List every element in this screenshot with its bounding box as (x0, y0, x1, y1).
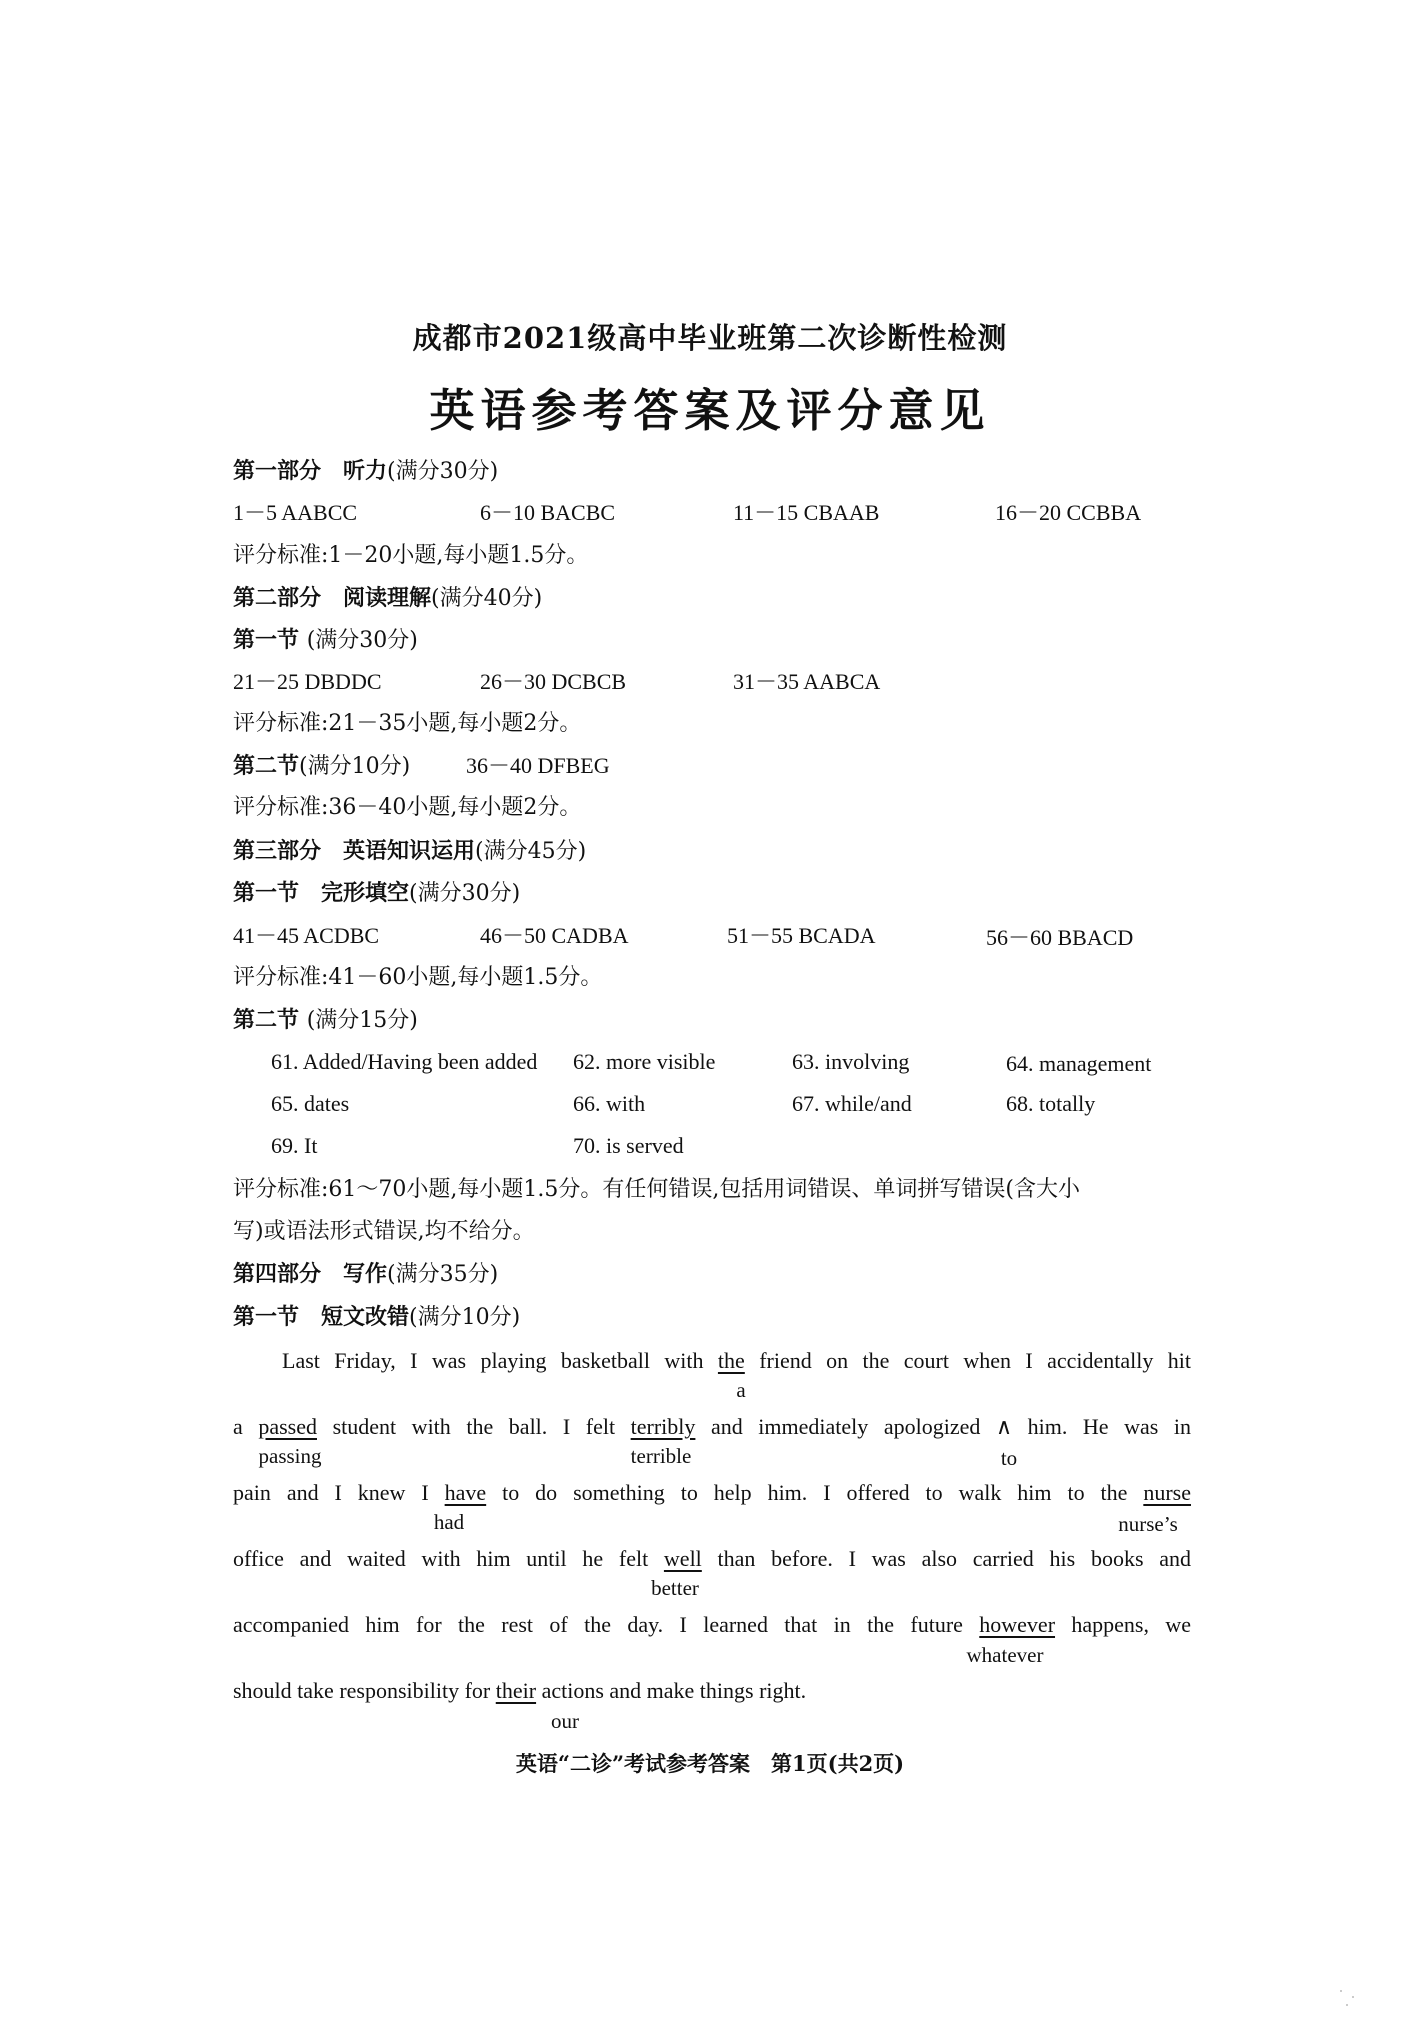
exam-title: 成都市2021级高中毕业班第二次诊断性检测 (412, 321, 1008, 355)
error-word: have (444, 1480, 487, 1505)
essay-line (282, 1350, 1191, 1372)
part3-sec2-score: (满分15分) (306, 1008, 418, 1033)
part2-sec1-criteria: 评分标准:21－35小题,每小题2分。 (233, 711, 582, 736)
answer-item: 65. dates (271, 1091, 350, 1116)
part3-score: (满分45分) (475, 839, 587, 864)
part2-heading (233, 587, 542, 610)
essay-line (233, 1680, 1191, 1702)
essay-text: to do something to help him. I offered to walk him to the (486, 1480, 1144, 1505)
essay-text: a (233, 1414, 259, 1439)
essay-text: him. He was in (1012, 1414, 1192, 1439)
error-word: however (979, 1612, 1056, 1637)
part4-sec1-heading (233, 1306, 520, 1329)
part3-heading (233, 840, 586, 863)
correction-word: our (551, 1709, 579, 1733)
part3-title: 第三部分 英语知识运用 (233, 838, 476, 864)
essay-text: also carried his books and (905, 1546, 1191, 1571)
part2-sec2-heading (233, 755, 410, 778)
essay-line (233, 1614, 1191, 1636)
answer-group: 41－45 ACDBC (233, 923, 380, 948)
part3-sec2-heading (233, 1009, 418, 1032)
answer-item: 61. Added/Having been added (271, 1049, 538, 1074)
scan-speck (1346, 2004, 1348, 2006)
essay-line (233, 1548, 1191, 1570)
part2-sec2-criteria: 评分标准:36－40小题,每小题2分。 (233, 795, 582, 820)
part1-score: (满分30分) (387, 459, 499, 484)
answer-group: 46－50 CADBA (480, 923, 629, 948)
part4-heading (233, 1263, 498, 1286)
part4-sec1-title: 第一节 短文改错 (233, 1304, 410, 1330)
essay-text: student with the ball. I felt (317, 1414, 631, 1439)
error-word: the (717, 1348, 745, 1373)
answer-item: 67. while/and (792, 1091, 912, 1116)
answer-item: 68. totally (1006, 1091, 1096, 1116)
essay-text: office and waited with him until he felt (233, 1546, 664, 1571)
correction-word: better (651, 1576, 699, 1600)
answer-group: 51－55 BCADA (727, 923, 876, 948)
answer-group: 56－60 BBACD (986, 925, 1134, 950)
essay-text: pain and I knew I (233, 1480, 445, 1505)
part2-score: (满分40分) (431, 586, 543, 611)
part4-sec1-score: (满分10分) (409, 1305, 521, 1330)
part2-title: 第二部分 阅读理解 (233, 585, 432, 611)
error-word: well (663, 1546, 702, 1571)
deleted-word: was (871, 1546, 906, 1571)
answer-group: 26－30 DCBCB (480, 669, 627, 694)
essay-text: than before. I (701, 1546, 872, 1571)
part2-sec1-score: (满分30分) (306, 628, 418, 653)
error-word: nurse (1143, 1480, 1191, 1505)
answer-item: 70. is served (573, 1133, 684, 1158)
correction-word: whatever (966, 1643, 1044, 1667)
scan-speck (1352, 1996, 1354, 1998)
part3-sec1-heading (233, 882, 520, 905)
correction-word: nurse’s (1118, 1512, 1178, 1536)
correction-word: to (1000, 1446, 1018, 1470)
answer-group: 36－40 DFBEG (466, 753, 610, 778)
essay-text: should take responsibility for (233, 1678, 496, 1703)
essay-text: accompanied him for the rest of the day. I learned that in the future (233, 1612, 980, 1637)
answer-item: 62. more visible (573, 1049, 716, 1074)
correction-word: passing (258, 1444, 322, 1468)
answer-item: 63. involving (792, 1049, 910, 1074)
answer-group: 16－20 CCBBA (995, 500, 1142, 525)
insert-caret: ∧ (995, 1414, 1013, 1439)
essay-line (233, 1482, 1191, 1504)
correction-word: terrible (630, 1444, 692, 1468)
answer-item: 64. management (1006, 1051, 1152, 1076)
answer-group: 21－25 DBDDC (233, 669, 382, 694)
essay-text: and immediately apologized (695, 1414, 996, 1439)
error-word: terribly (630, 1414, 696, 1439)
part3-sec2-criteria-line1: 评分标准:61～70小题,每小题1.5分。有任何错误,包括用词错误、单词拼写错误(含大小 (233, 1177, 1080, 1202)
answer-group: 1－5 AABCC (233, 500, 358, 525)
part1-heading (233, 460, 498, 483)
answer-item: 66. with (573, 1091, 646, 1116)
part3-sec1-criteria: 评分标准:41－60小题,每小题1.5分。 (233, 965, 603, 990)
essay-text: happens, we (1055, 1612, 1192, 1637)
correction-word: had (433, 1510, 465, 1534)
document-subtitle: 英语参考答案及评分意见 (429, 384, 991, 437)
part2-sec2-title: 第二节 (233, 753, 300, 779)
part1-criteria: 评分标准:1－20小题,每小题1.5分。 (233, 543, 589, 568)
part3-sec2-criteria-line2: 写)或语法形式错误,均不给分。 (233, 1219, 535, 1244)
part2-sec1-title: 第一节 (233, 627, 300, 653)
essay-text: actions and make things right. (536, 1678, 807, 1703)
answer-item: 69. It (271, 1133, 318, 1158)
part1-title: 第一部分 听力 (233, 458, 388, 484)
part2-sec2-score: (满分10分) (299, 754, 411, 779)
part2-sec1-heading (233, 629, 418, 652)
part4-title: 第四部分 写作 (233, 1261, 388, 1287)
scan-speck (1340, 1990, 1342, 1992)
error-word: passed (258, 1414, 317, 1439)
part3-sec2-title: 第二节 (233, 1007, 300, 1033)
essay-line (233, 1416, 1191, 1438)
part3-sec1-title: 第一节 完形填空 (233, 880, 410, 906)
answer-group: 6－10 BACBC (480, 500, 616, 525)
answer-group: 11－15 CBAAB (733, 500, 880, 525)
page-footer: 英语“二诊”考试参考答案 第1页(共2页) (515, 1751, 905, 1776)
correction-word: a (736, 1378, 746, 1402)
part4-score: (满分35分) (387, 1262, 499, 1287)
answer-group: 31－35 AABCA (733, 669, 881, 694)
part3-sec1-score: (满分30分) (409, 881, 521, 906)
error-word: their (495, 1678, 537, 1703)
essay-text: friend on the court when I accidentally hit (744, 1348, 1191, 1373)
essay-text: Last Friday, I was playing basketball with (282, 1348, 718, 1373)
